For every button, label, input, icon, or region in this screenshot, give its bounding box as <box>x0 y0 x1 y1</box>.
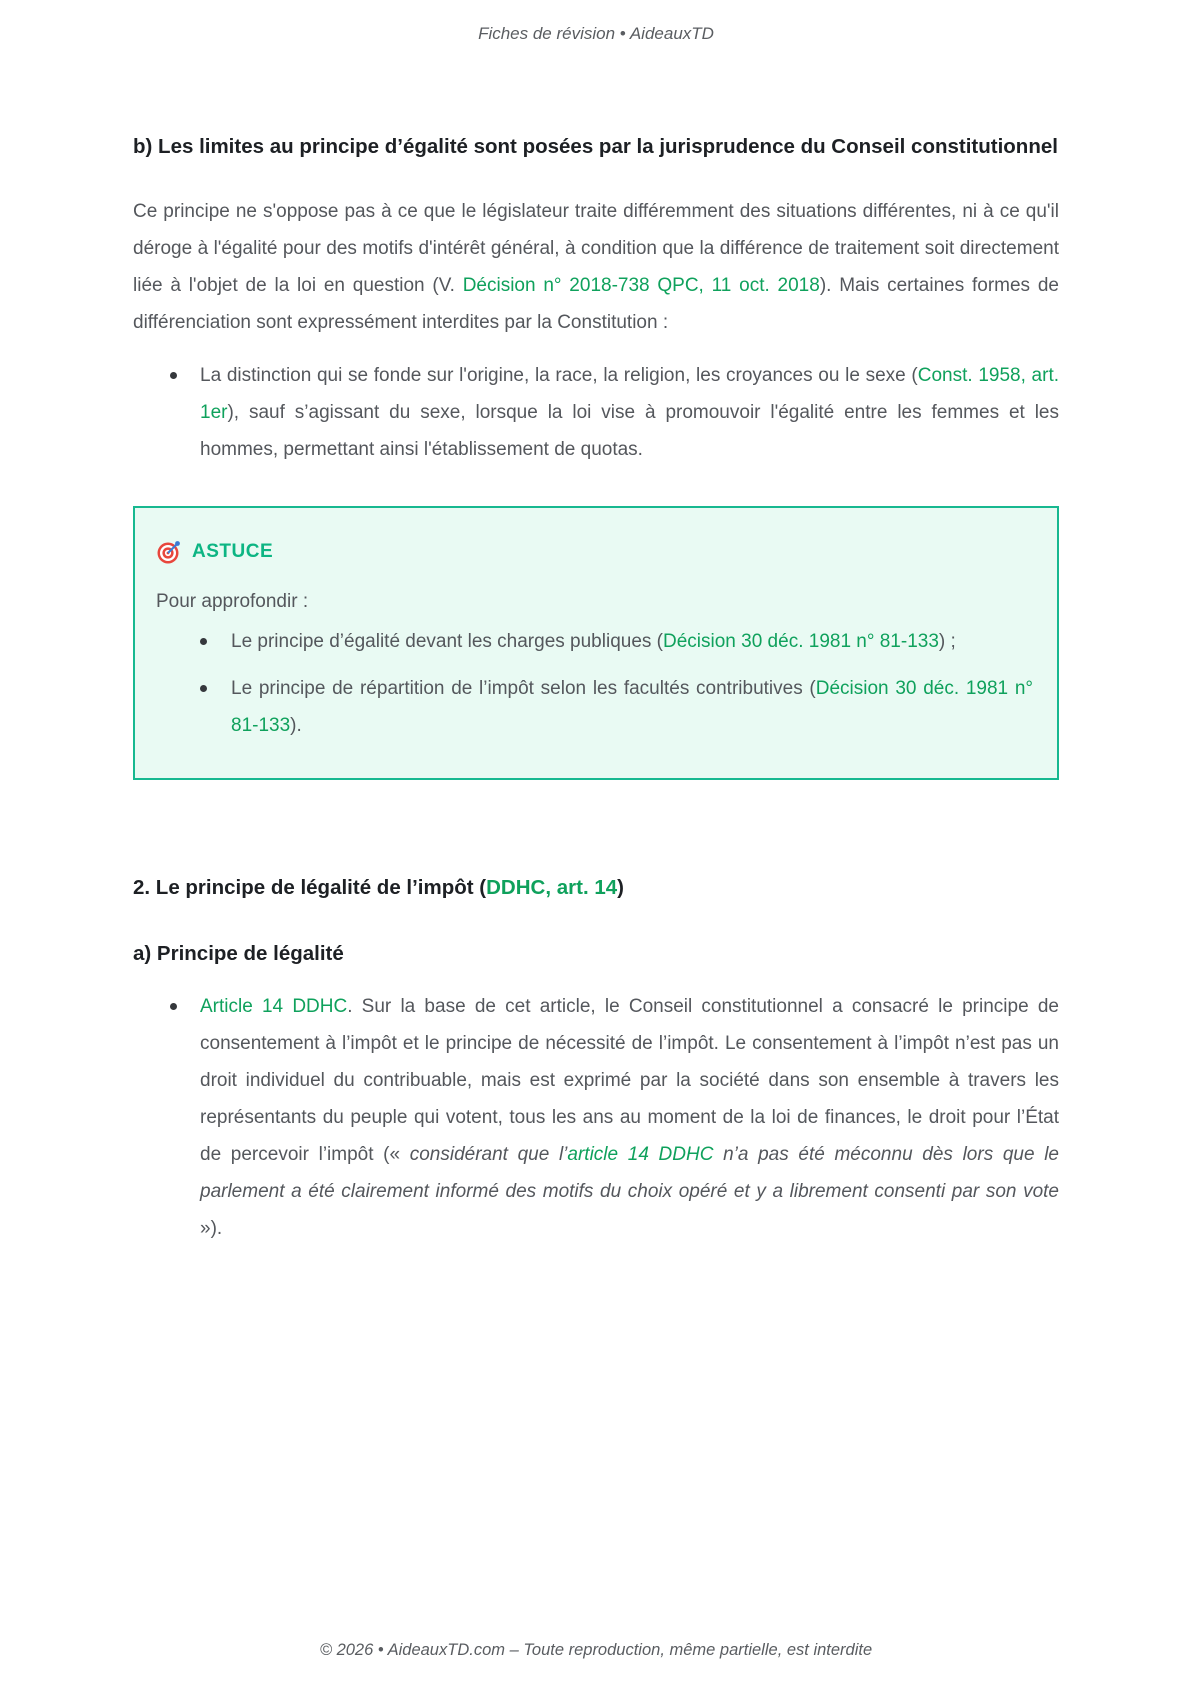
decision-1981-link[interactable]: Décision 30 déc. 1981 n° 81-133 <box>663 631 939 652</box>
astuce-item-post: ). <box>290 715 302 736</box>
astuce-item-text <box>231 623 1033 660</box>
article-14-ddhc-link[interactable]: Article 14 DDHC <box>200 996 348 1017</box>
subsection-a-heading: a) Principe de légalité <box>133 942 344 965</box>
astuce-header <box>156 538 1033 565</box>
section-2-heading <box>133 876 1059 900</box>
section-2-heading-pre: 2. Le principe de légalité de l’impôt ( <box>133 876 487 899</box>
astuce-list-item <box>156 670 1033 744</box>
list-item <box>133 357 1059 468</box>
paragraph-text: ). Mais certaines formes de différenciation sont expressément interdites par la Constitution : <box>133 275 1059 333</box>
bullet-text-post: ), sauf s’agissant du sexe, lorsque la loi vise à promouvoir l'égalité entre les femmes et les hommes, permettant ainsi l'établissement de quotas. <box>200 402 1059 460</box>
bullet-dot-icon <box>200 685 207 692</box>
astuce-label: ASTUCE <box>192 540 274 562</box>
page-header: Fiches de révision • AideauxTD <box>478 24 714 43</box>
quote-closing: »). <box>200 1218 223 1239</box>
decision-1981-link[interactable]: Décision 30 déc. 1981 n° 81-133 <box>231 678 1033 736</box>
section-b-paragraph <box>133 193 1059 341</box>
astuce-list-item <box>156 623 1033 660</box>
bullet-text <box>200 357 1059 468</box>
document-content <box>0 124 1192 1247</box>
list-item <box>133 988 1059 1247</box>
decision-2018-link[interactable]: Décision n° 2018-738 QPC, 11 oct. 2018 <box>462 275 820 296</box>
quote-text: considérant que l’ <box>409 1144 568 1165</box>
section-b-heading: b) Les limites au principe d’égalité sont posées par la jurisprudence du Conseil constitutionnel <box>133 135 1058 158</box>
article-list <box>133 988 1059 1247</box>
page-footer: © 2026 • AideauxTD.com – Toute reproduction, même partielle, est interdite <box>319 1641 873 1659</box>
astuce-item-pre: Le principe d’égalité devant les charges publiques ( <box>231 631 663 652</box>
article-14-ddhc-quote-link[interactable]: article 14 DDHC <box>567 1144 714 1165</box>
astuce-intro: Pour approfondir : <box>156 591 309 612</box>
quote-text: n’a pas été méconnu dès lors que le parlement a été clairement informé des motifs du choix opéré et y a librement consenti par son vote <box>200 1144 1059 1202</box>
bullet-text-pre: La distinction qui se fonde sur l'origine, la race, la religion, les croyances ou le sexe ( <box>200 365 918 386</box>
bullet-dot-icon <box>200 638 207 645</box>
astuce-item-post: ) ; <box>938 631 956 652</box>
astuce-item-pre: Le principe de répartition de l’impôt selon les facultés contributives ( <box>231 678 816 699</box>
target-icon <box>156 538 183 565</box>
bullet-dot-icon <box>170 1003 177 1010</box>
astuce-callout-box <box>133 506 1059 780</box>
astuce-item-text <box>231 670 1033 744</box>
paragraph-text: Ce principe ne s'oppose pas à ce que le législateur traite différemment des situations différentes, ni à ce qu'il déroge à l'égalité pour des motifs d'intérêt général, à condition que la différence de traitement soit directement liée à l'objet de la loi en question (V. <box>133 201 1059 296</box>
bullet-dot-icon <box>170 372 177 379</box>
const-1958-link[interactable]: Const. 1958, art. 1er <box>200 365 1059 423</box>
article-14-paragraph <box>200 988 1059 1247</box>
article-14-body-text: . Sur la base de cet article, le Conseil constitutionnel a consacré le principe de consentement à l’impôt et le principe de nécessité de l’impôt. Le consentement à l’impôt n’est pas un droit individuel du contribuable, mais est exprimé par la société dans son ensemble à travers les représentants du peuple qui votent, tous les ans au moment de la loi de finances, le droit pour l’État de percevoir l’impôt (« <box>200 996 1059 1165</box>
ddhc-art-14-link[interactable]: DDHC, art. 14 <box>486 876 618 899</box>
section-2-heading-post: ) <box>617 876 624 899</box>
